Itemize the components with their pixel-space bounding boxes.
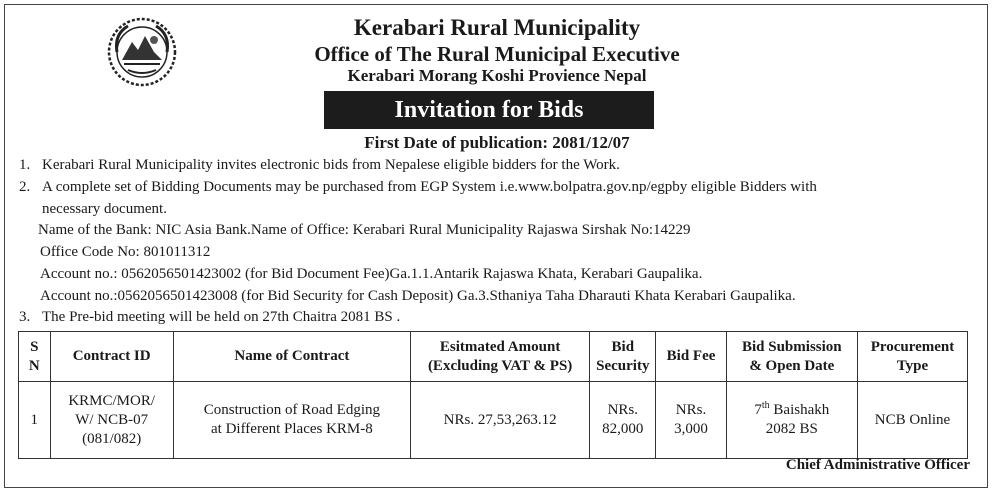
cell-submission-date	[726, 382, 857, 459]
fee-line2: 3,000	[674, 421, 708, 437]
notice-title-banner: Invitation for Bids	[324, 91, 654, 129]
publication-date: First Date of publication: 2081/12/07	[364, 133, 630, 152]
cell-estimated-amount: NRs. 27,53,263.12	[411, 382, 590, 459]
header-submission-line2: & Open Date	[749, 357, 835, 374]
submission-date-line1	[729, 401, 855, 420]
header-bid-fee: Bid Fee	[656, 332, 726, 382]
item-2-continuation: necessary document.	[42, 201, 167, 217]
header-contract-id: Contract ID	[50, 332, 173, 382]
header-estimated-amount	[411, 332, 590, 382]
contract-id-line1: KRMC/MOR/	[68, 392, 156, 409]
header-amount-line1: Esitmated Amount	[439, 338, 561, 355]
header-contract-name: Name of Contract	[173, 332, 410, 382]
header-submission-line1: Bid Submission	[741, 338, 842, 355]
contract-name-line2: at Different Places KRM-8	[211, 421, 373, 437]
office-name: Office of The Rural Municipal Executive	[314, 42, 680, 66]
header-procurement-type	[857, 332, 967, 382]
header-submission-date	[726, 332, 857, 382]
bank-details: Name of the Bank: NIC Asia Bank.Name of Office: Kerabari Rural Municipality Rajaswa Sirshak No:14229	[38, 222, 691, 238]
office-address: Kerabari Morang Koshi Provience Nepal	[347, 66, 647, 85]
header-procurement-line2: Type	[896, 357, 929, 374]
fee-line1: NRs.	[675, 402, 707, 418]
submission-date-year: 2082 BS	[765, 421, 818, 437]
table-header-row	[19, 332, 968, 382]
item-2-text: A complete set of Bidding Documents may be purchased from EGP System i.e.www.bolpatra.gov.np/egpby eligible Bidders with	[42, 179, 817, 195]
municipality-name: Kerabari Rural Municipality	[353, 15, 641, 40]
cell-bid-security	[590, 382, 656, 459]
table-row	[19, 382, 968, 459]
header-sn	[19, 332, 51, 382]
contract-id-line2: W/ NCB-07	[75, 411, 149, 428]
security-line1: NRs.	[607, 402, 639, 418]
date-month: Baishakh	[769, 402, 830, 418]
cell-contract-name	[173, 382, 410, 459]
signatory-title: Chief Administrative Officer	[785, 457, 970, 473]
cell-sn: 1	[19, 382, 51, 459]
cell-bid-fee	[656, 382, 726, 459]
account-bid-document-fee: Account no.: 0562056501423002 (for Bid Document Fee)Ga.1.1.Antarik Rajaswa Khata, Kerabari Gaupalika.	[40, 266, 703, 282]
security-line2: 82,000	[602, 421, 644, 437]
item-number-2: 2.	[19, 179, 31, 195]
header-bid-security	[590, 332, 656, 382]
header-security-line1: Bid	[611, 338, 635, 355]
date-day: 7	[754, 402, 762, 418]
header-amount-line2: (Excluding VAT & PS)	[427, 357, 573, 374]
item-1-text: Kerabari Rural Municipality invites electronic bids from Nepalese eligible bidders for the Work.	[42, 157, 620, 173]
cell-contract-id	[50, 382, 173, 459]
cell-procurement-type: NCB Online	[857, 382, 967, 459]
header-sn-line1: S	[30, 338, 39, 355]
account-bid-security: Account no.:0562056501423008 (for Bid Security for Cash Deposit) Ga.3.Sthaniya Taha Dharauti Khata Kerabari Gaupalika.	[40, 288, 796, 304]
item-number-3: 3.	[19, 309, 31, 325]
header-security-line2: Security	[596, 357, 650, 374]
date-ordinal: th	[761, 400, 770, 411]
contract-name-line1: Construction of Road Edging	[203, 402, 381, 418]
office-code: Office Code No: 801011312	[40, 244, 211, 260]
bid-table	[18, 331, 968, 459]
item-3-text: The Pre-bid meeting will be held on 27th Chaitra 2081 BS .	[42, 309, 401, 325]
header-sn-line2: N	[28, 357, 40, 374]
item-number-1: 1.	[19, 157, 31, 173]
header-procurement-line1: Procurement	[870, 338, 955, 355]
contract-id-line3: (081/082)	[82, 430, 142, 447]
